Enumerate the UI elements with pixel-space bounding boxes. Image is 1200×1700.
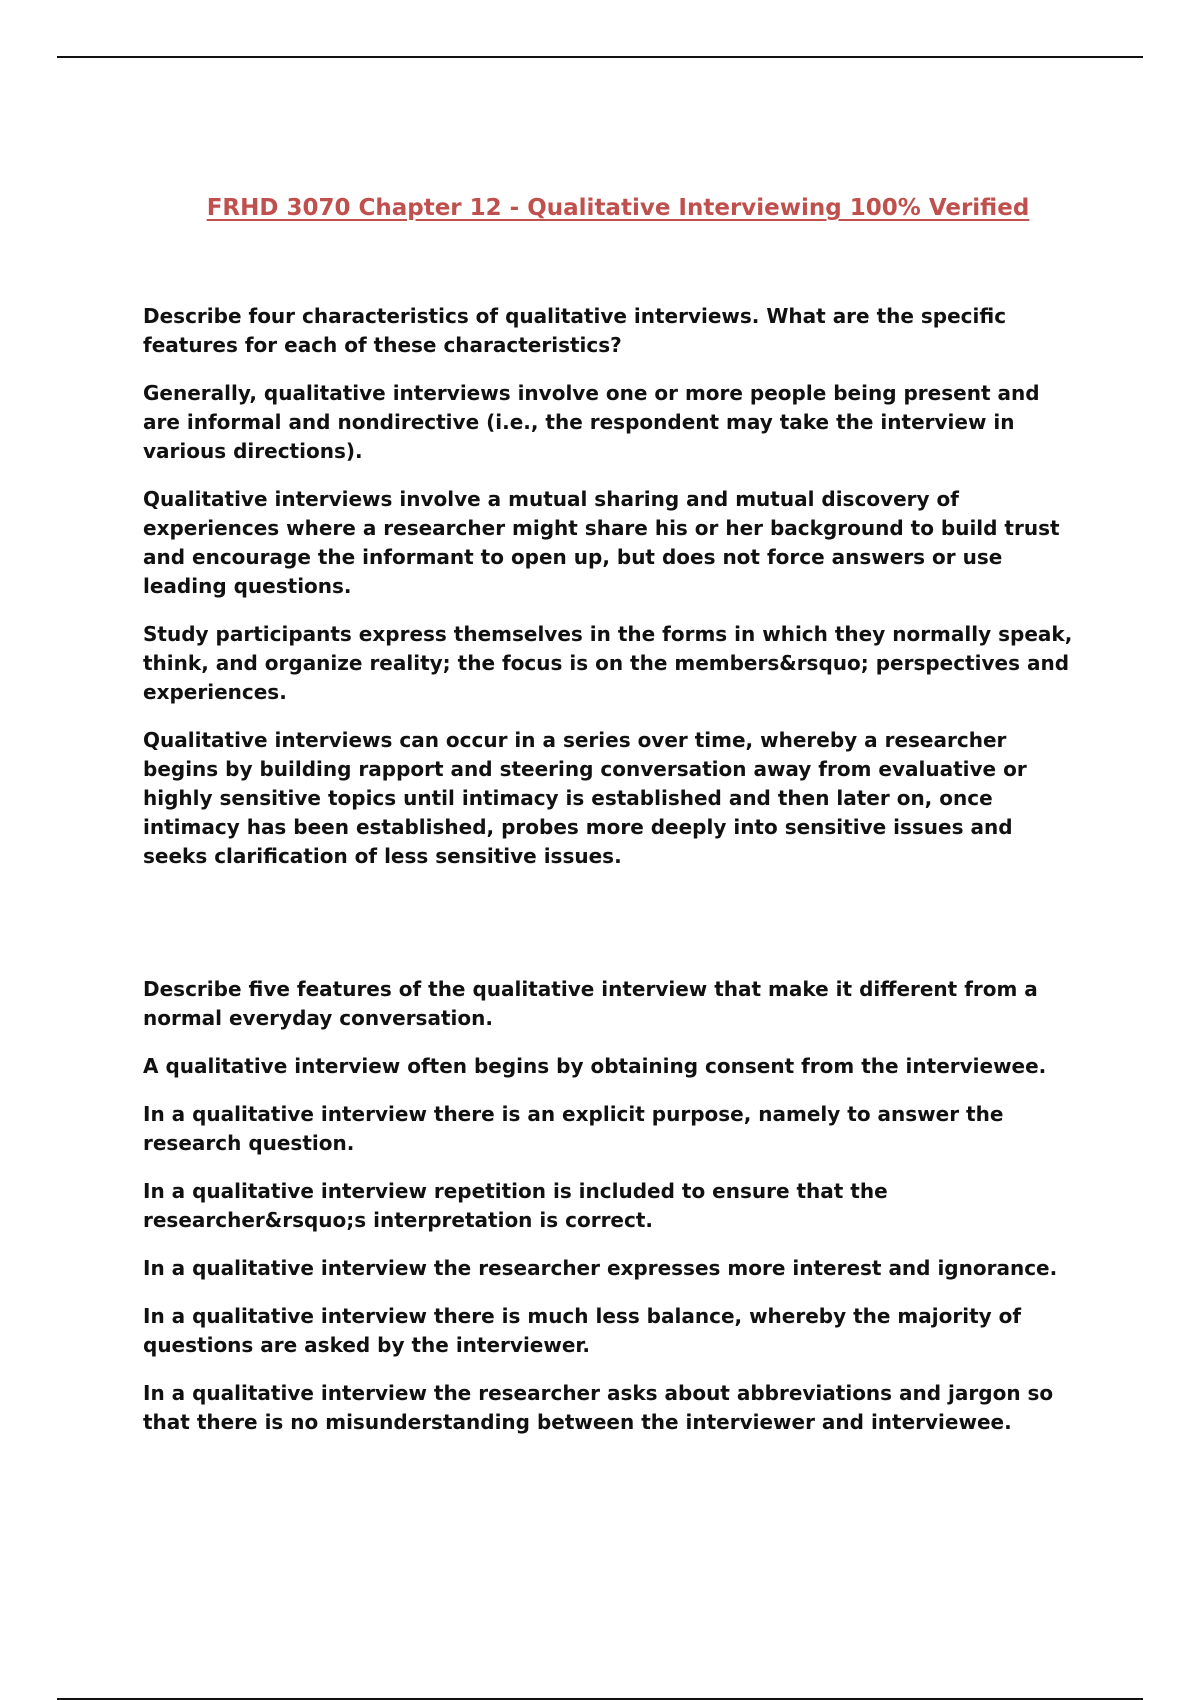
answer-paragraph: In a qualitative interview there is much less balance, whereby the majority of questions are asked by the interviewer. [143,1304,1022,1357]
section-characteristics [143,302,1083,890]
answer-paragraph: A qualitative interview often begins by obtaining consent from the interviewee. [143,1054,1047,1078]
answer-paragraph: Generally, qualitative interviews involve one or more people being present and are informal and nondirective (i.e., the respondent may take the interview in various directions). [143,381,1040,463]
question-text: Describe five features of the qualitative interview that make it different from a normal everyday conversation. [143,977,1038,1030]
question-text: Describe four characteristics of qualitative interviews. What are the specific features for each of these characteristics? [143,304,1007,357]
answer-paragraph: In a qualitative interview there is an explicit purpose, namely to answer the research question. [143,1102,1004,1155]
section-features [143,975,1083,1456]
answer-paragraph: In a qualitative interview repetition is included to ensure that the researcher&rsquo;s interpretation is correct. [143,1179,888,1232]
answer-paragraph: In a qualitative interview the researcher expresses more interest and ignorance. [143,1256,1058,1280]
top-rule [57,56,1143,58]
answer-paragraph: In a qualitative interview the researcher asks about abbreviations and jargon so that there is no misunderstanding between the interviewer and interviewee. [143,1381,1054,1434]
document-title: FRHD 3070 Chapter 12 - Qualitative Interviewing 100% Verified [206,195,1030,221]
answer-paragraph: Qualitative interviews can occur in a series over time, whereby a researcher begins by building rapport and steering conversation away from evaluative or highly sensitive topics until intimacy is established and then later on, once intimacy has been established, probes more deeply into sensitive issues and seeks clarification of less sensitive issues. [143,728,1027,868]
answer-paragraph: Qualitative interviews involve a mutual sharing and mutual discovery of experiences where a researcher might share his or her background to build trust and encourage the informant to open up, but does not force answers or use leading questions. [143,487,1060,598]
answer-paragraph: Study participants express themselves in the forms in which they normally speak, think, and organize reality; the focus is on the members&rsquo; perspectives and experiences. [143,622,1073,704]
